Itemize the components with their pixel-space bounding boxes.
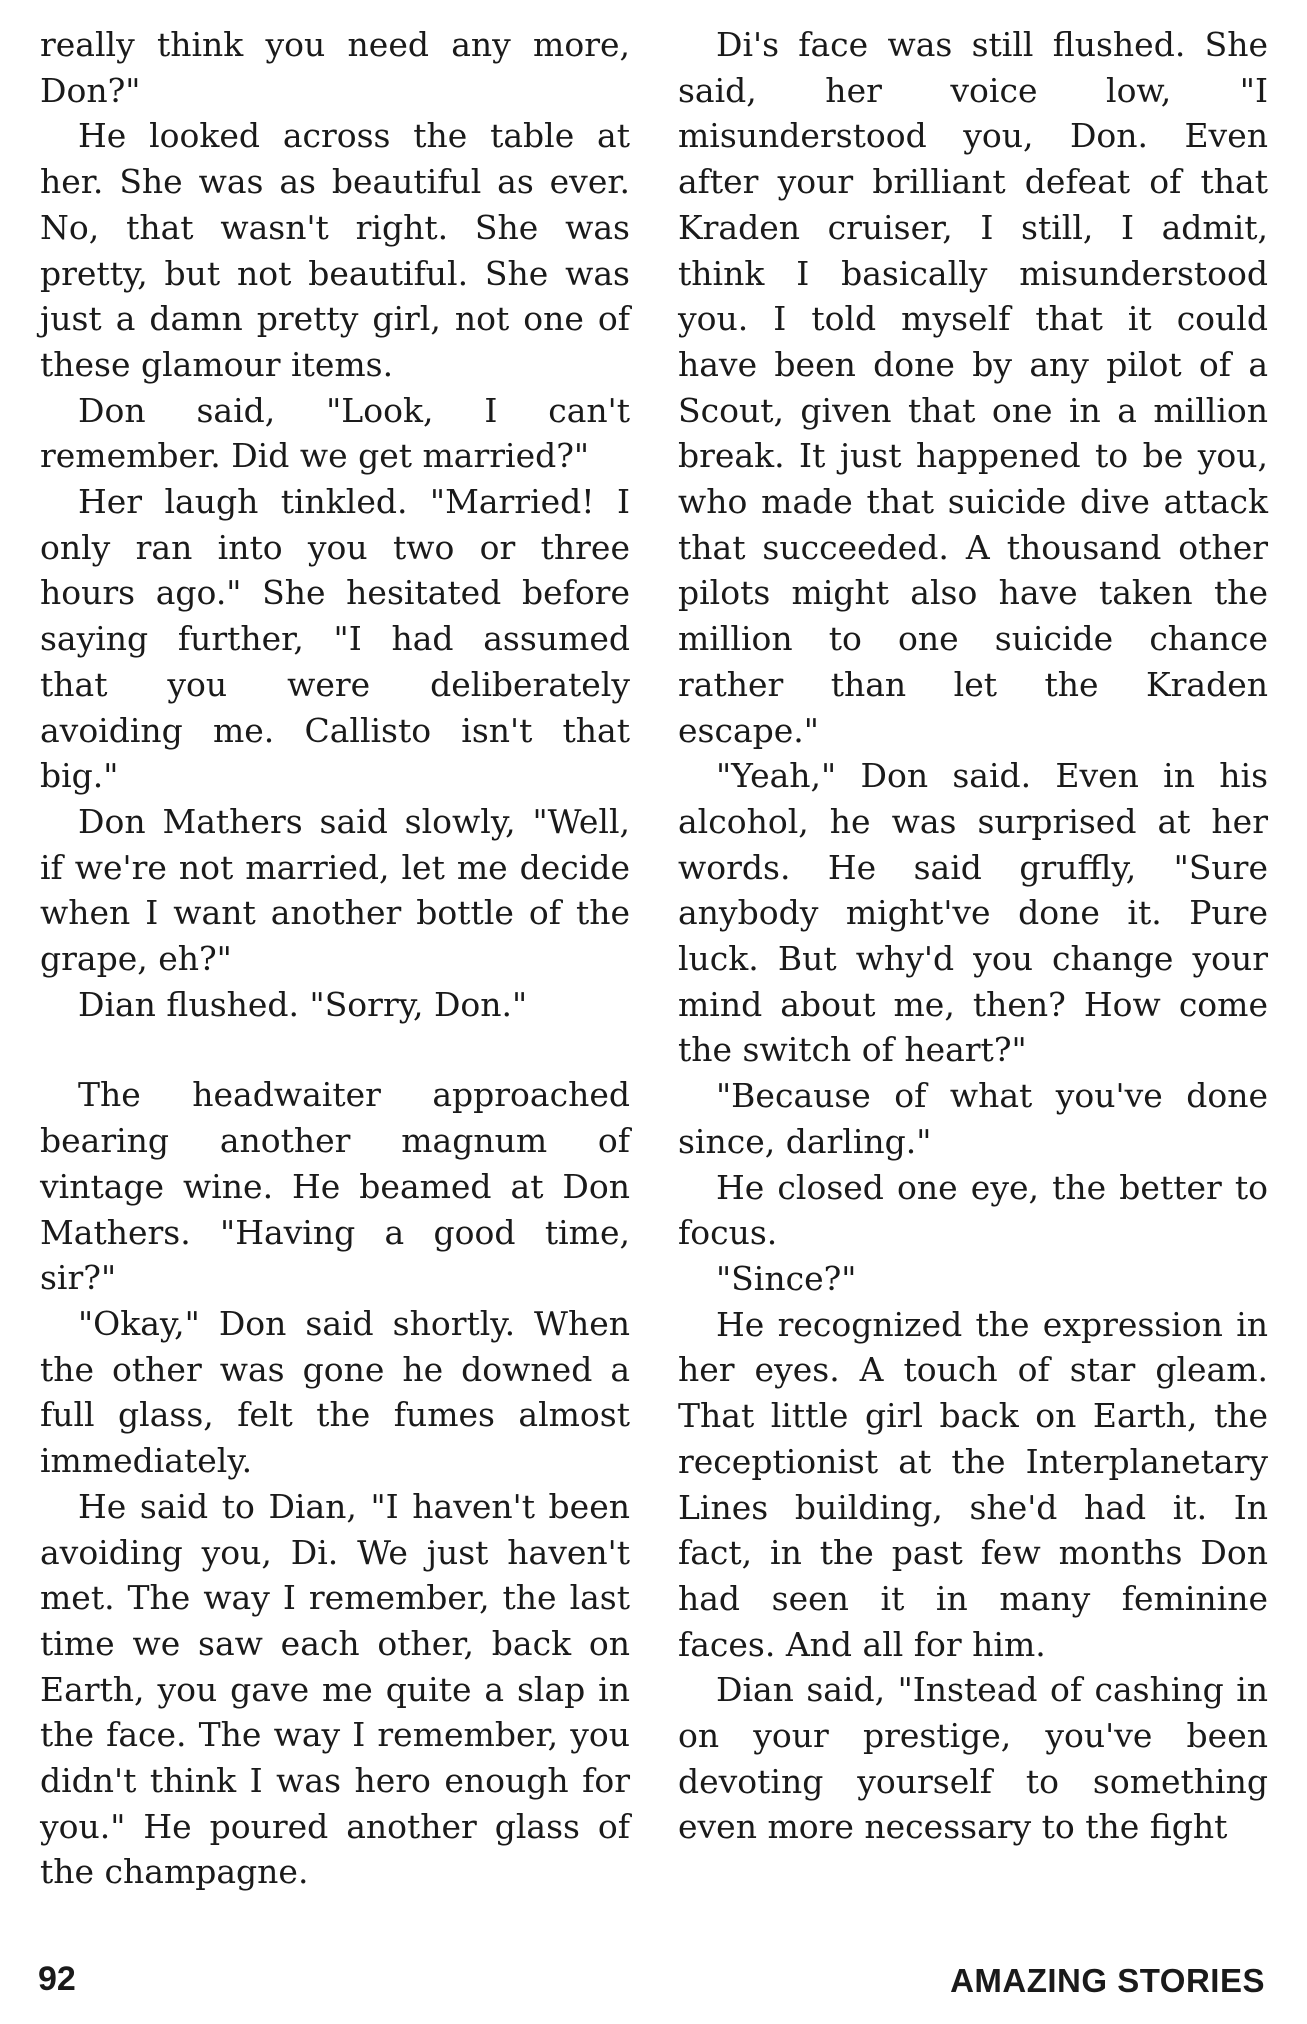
paragraph: "Yeah," Don said. Even in his alcohol, he was surprised at her words. He said gruffly, "Sure anybody might've done it. Pure luck. But why'd you change your mind about me, then? How come the switch of heart?" — [678, 756, 1268, 1070]
magazine-title: AMAZING STORIES — [950, 1962, 1265, 1999]
paragraph: "Because of what you've done since, darling." — [678, 1076, 1268, 1161]
paragraph: Her laugh tinkled. "Married! I only ran into you two or three hours ago." She hesitated before saying further, "I had assumed that you were deliberately avoiding me. Callisto isn't that big." — [40, 482, 630, 796]
page-number: 92 — [38, 1960, 76, 1998]
paragraph: He recognized the expression in her eyes. A touch of star gleam. That little girl back on Earth, the receptionist at the Interplanetary Lines building, she'd had it. In fact, in the past few months Don had seen it in many feminine faces. And all for him. — [678, 1304, 1268, 1664]
paragraph: Dian said, "Instead of cashing in on your prestige, you've been devoting yourself to something even more necessary to the fight — [678, 1670, 1268, 1847]
paragraph: Di's face was still flushed. She said, her voice low, "I misunderstood you, Don. Even after your brilliant defeat of that Kraden cruiser, I still, I admit, think I basically misunderstood you. I told myself that it could have been done by any pilot of a Scout, given that one in a million break. It just happened to be you, who made that suicide dive attack that succeeded. A thousand other pilots might also have taken the million to one suicide chance rather than let the Kraden escape." — [678, 25, 1268, 750]
paragraph: He closed one eye, the better to focus. — [678, 1167, 1268, 1253]
paragraph: The headwaiter approached bearing another magnum of vintage wine. He beamed at Don Mathers. "Having a good time, sir?" — [40, 1075, 630, 1298]
page-footer — [0, 1960, 1307, 2010]
paragraph: Dian flushed. "Sorry, Don." — [78, 984, 528, 1024]
right-column — [678, 22, 1268, 1850]
paragraph: "Since?" — [716, 1258, 857, 1298]
paragraph: Don said, "Look, I can't remember. Did we get married?" — [40, 390, 630, 476]
paragraph: He looked across the table at her. She was as beautiful as ever. No, that wasn't right. She was pretty, but not beautiful. She was just a damn pretty girl, not one of these glamour items. — [40, 116, 630, 384]
paragraph: He said to Dian, "I haven't been avoiding you, Di. We just haven't met. The way I remember, the last time we saw each other, back on Earth, you gave me quite a slap in the face. The way I remember, you didn't think I was hero enough for you." He poured another glass of the champagne. — [40, 1486, 630, 1892]
left-column — [40, 22, 630, 1895]
paragraph: "Okay," Don said shortly. When the other was gone he downed a full glass, felt the fumes almost immediately. — [40, 1303, 630, 1481]
paragraph: really think you need any more, Don?" — [40, 25, 630, 110]
paragraph: Don Mathers said slowly, "Well, if we're not married, let me decide when I want another bottle of the grape, eh?" — [40, 801, 630, 979]
